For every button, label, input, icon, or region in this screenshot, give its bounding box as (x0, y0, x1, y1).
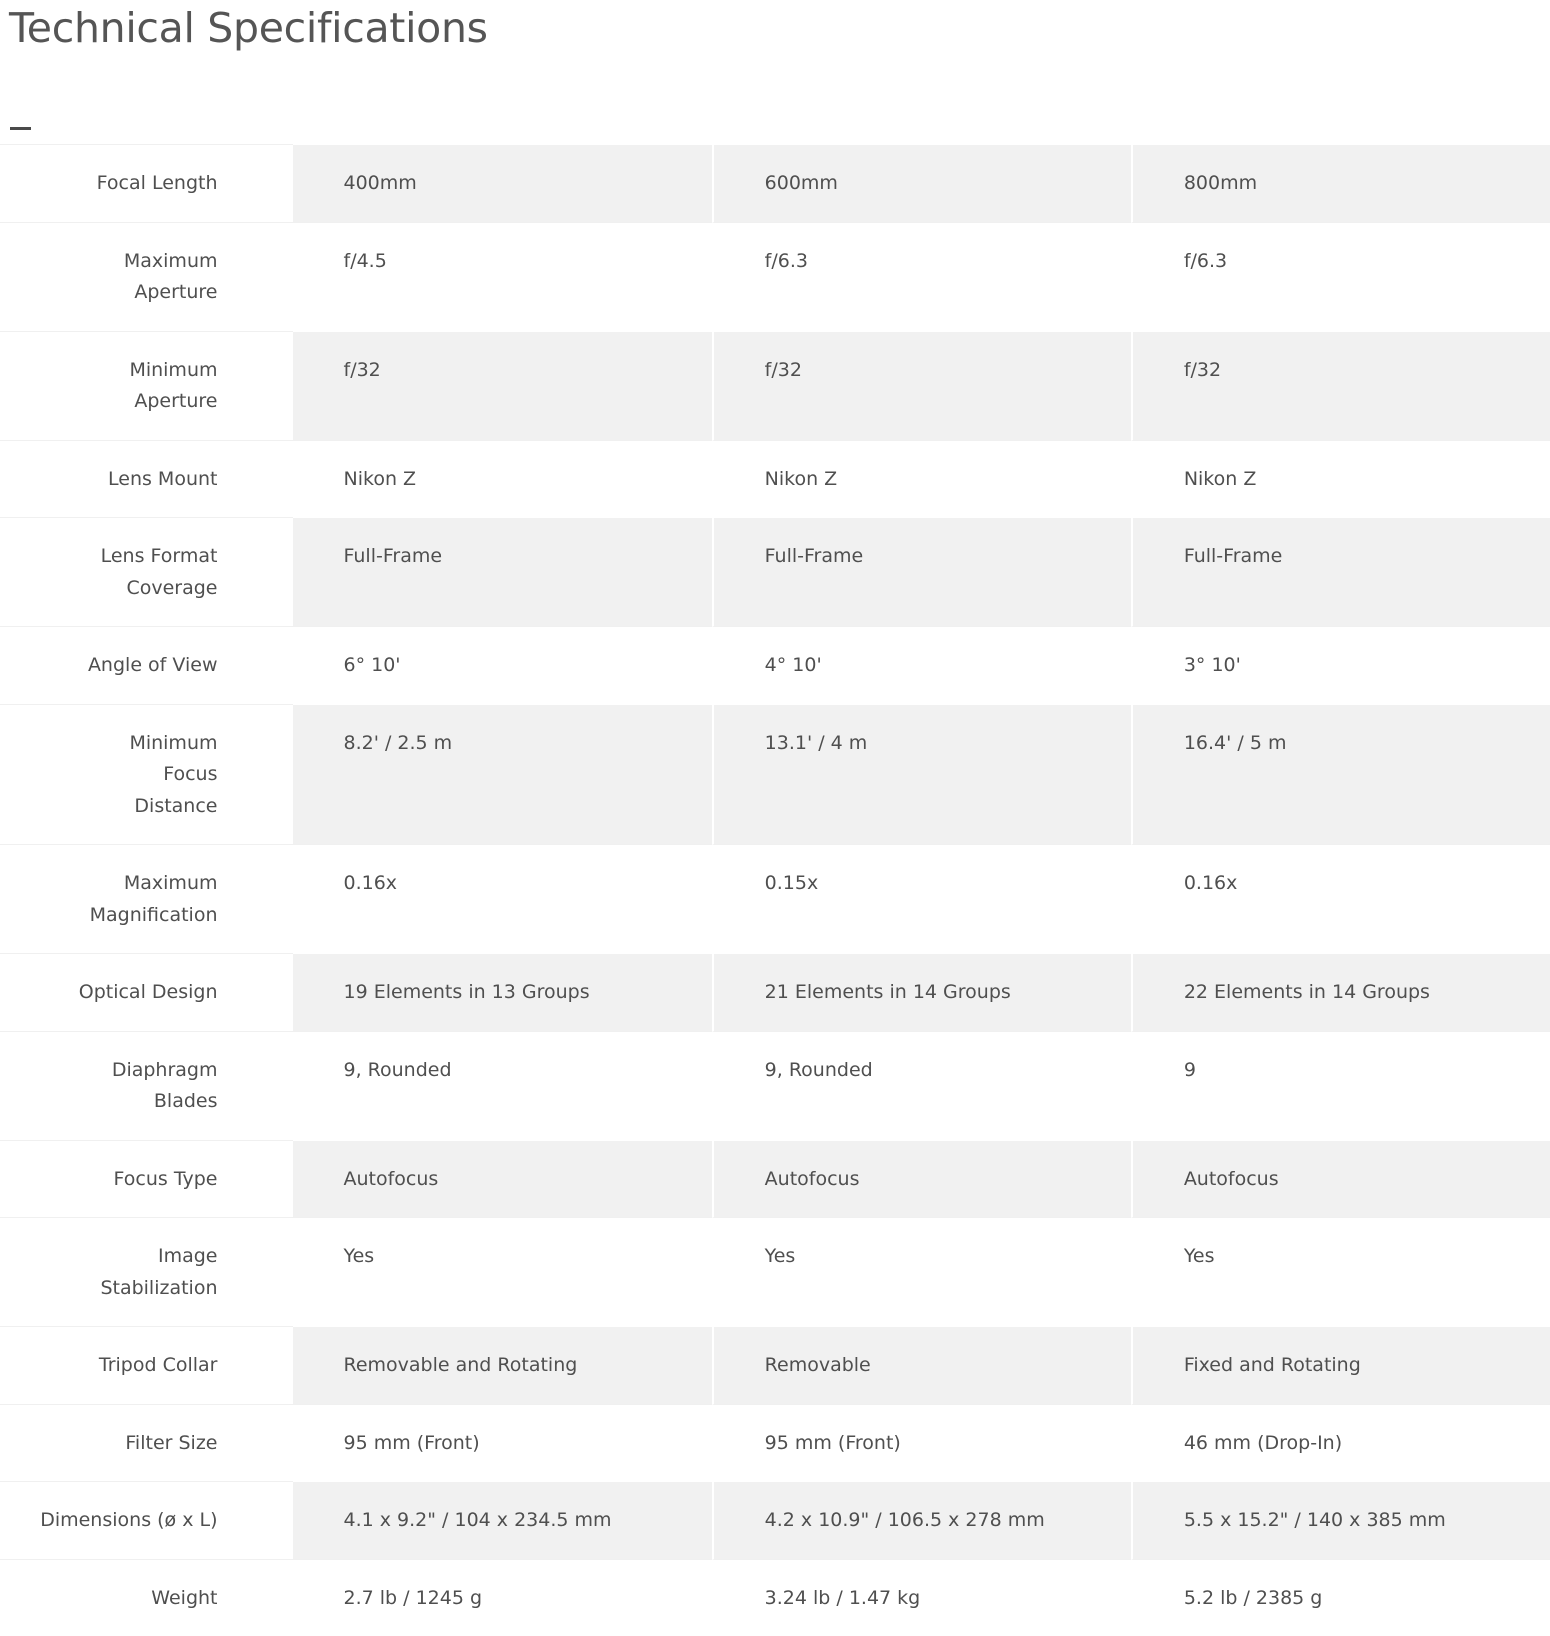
row-label: Diaphragm Blades (0, 1031, 293, 1140)
table-row-angle-of-view (0, 626, 1550, 704)
row-label: Focal Length (0, 144, 293, 222)
cell-lens-3: f/32 (1131, 331, 1550, 440)
spec-table (0, 144, 1550, 1636)
cell-lens-2: 13.1' / 4 m (712, 704, 1131, 845)
cell-lens-3: f/6.3 (1131, 222, 1550, 331)
cell-lens-1: 4.1 x 9.2" / 104 x 234.5 mm (293, 1481, 712, 1559)
cell-lens-1: 0.16x (293, 844, 712, 953)
cell-lens-2: Full-Frame (712, 517, 1131, 626)
cell-lens-2: 3.24 lb / 1.47 kg (712, 1559, 1131, 1636)
cell-lens-3: 22 Elements in 14 Groups (1131, 953, 1550, 1031)
table-row-lens-format-coverage (0, 517, 1550, 626)
table-row-image-stabilization (0, 1217, 1550, 1326)
cell-lens-2: Removable (712, 1326, 1131, 1404)
cell-lens-2: Nikon Z (712, 440, 1131, 518)
row-label: Filter Size (0, 1404, 293, 1482)
cell-lens-1: f/4.5 (293, 222, 712, 331)
cell-lens-1: 19 Elements in 13 Groups (293, 953, 712, 1031)
cell-lens-3: Fixed and Rotating (1131, 1326, 1550, 1404)
cell-lens-2: 95 mm (Front) (712, 1404, 1131, 1482)
table-row-weight (0, 1559, 1550, 1636)
page-title: Technical Specifications (9, 2, 488, 54)
row-label: Dimensions (ø x L) (0, 1481, 293, 1559)
cell-lens-1: Autofocus (293, 1140, 712, 1218)
cell-lens-1: 95 mm (Front) (293, 1404, 712, 1482)
table-row-focal-length (0, 144, 1550, 222)
cell-lens-3: 9 (1131, 1031, 1550, 1140)
row-label: Weight (0, 1559, 293, 1636)
row-label: Minimum Focus Distance (0, 704, 293, 845)
row-label: Optical Design (0, 953, 293, 1031)
cell-lens-3: Autofocus (1131, 1140, 1550, 1218)
cell-lens-2: 600mm (712, 144, 1131, 222)
row-label: Angle of View (0, 626, 293, 704)
table-row-maximum-magnification (0, 844, 1550, 953)
cell-lens-1: 9, Rounded (293, 1031, 712, 1140)
table-row-filter-size (0, 1404, 1550, 1482)
row-label: Lens Mount (0, 440, 293, 518)
cell-lens-2: Autofocus (712, 1140, 1131, 1218)
cell-lens-2: 4° 10' (712, 626, 1131, 704)
cell-lens-3: 5.5 x 15.2" / 140 x 385 mm (1131, 1481, 1550, 1559)
cell-lens-3: 46 mm (Drop-In) (1131, 1404, 1550, 1482)
table-row-tripod-collar (0, 1326, 1550, 1404)
cell-lens-2: Yes (712, 1217, 1131, 1326)
table-row-lens-mount (0, 440, 1550, 518)
cell-lens-3: Full-Frame (1131, 517, 1550, 626)
table-row-maximum-aperture (0, 222, 1550, 331)
cell-lens-3: Nikon Z (1131, 440, 1550, 518)
table-row-minimum-focus-distance (0, 704, 1550, 845)
cell-lens-1: f/32 (293, 331, 712, 440)
table-row-focus-type (0, 1140, 1550, 1218)
row-label: Image Stabilization (0, 1217, 293, 1326)
cell-lens-1: 2.7 lb / 1245 g (293, 1559, 712, 1636)
row-label: Lens Format Coverage (0, 517, 293, 626)
table-row-dimensions (0, 1481, 1550, 1559)
cell-lens-1: 8.2' / 2.5 m (293, 704, 712, 845)
row-label: Maximum Magnification (0, 844, 293, 953)
cell-lens-2: f/32 (712, 331, 1131, 440)
cell-lens-2: f/6.3 (712, 222, 1131, 331)
cell-lens-2: 21 Elements in 14 Groups (712, 953, 1131, 1031)
cell-lens-3: 3° 10' (1131, 626, 1550, 704)
cell-lens-3: 0.16x (1131, 844, 1550, 953)
row-label: Maximum Aperture (0, 222, 293, 331)
row-label: Minimum Aperture (0, 331, 293, 440)
cell-lens-1: Yes (293, 1217, 712, 1326)
cell-lens-3: 800mm (1131, 144, 1550, 222)
cell-lens-1: Removable and Rotating (293, 1326, 712, 1404)
cell-lens-3: 16.4' / 5 m (1131, 704, 1550, 845)
table-row-optical-design (0, 953, 1550, 1031)
cell-lens-1: Nikon Z (293, 440, 712, 518)
cell-lens-3: Yes (1131, 1217, 1550, 1326)
cell-lens-1: 6° 10' (293, 626, 712, 704)
row-label: Focus Type (0, 1140, 293, 1218)
table-row-diaphragm-blades (0, 1031, 1550, 1140)
cell-lens-1: Full-Frame (293, 517, 712, 626)
cell-lens-2: 0.15x (712, 844, 1131, 953)
cell-lens-3: 5.2 lb / 2385 g (1131, 1559, 1550, 1636)
dash-icon (10, 127, 31, 130)
cell-lens-1: 400mm (293, 144, 712, 222)
row-label: Tripod Collar (0, 1326, 293, 1404)
table-row-minimum-aperture (0, 331, 1550, 440)
cell-lens-2: 9, Rounded (712, 1031, 1131, 1140)
cell-lens-2: 4.2 x 10.9" / 106.5 x 278 mm (712, 1481, 1131, 1559)
